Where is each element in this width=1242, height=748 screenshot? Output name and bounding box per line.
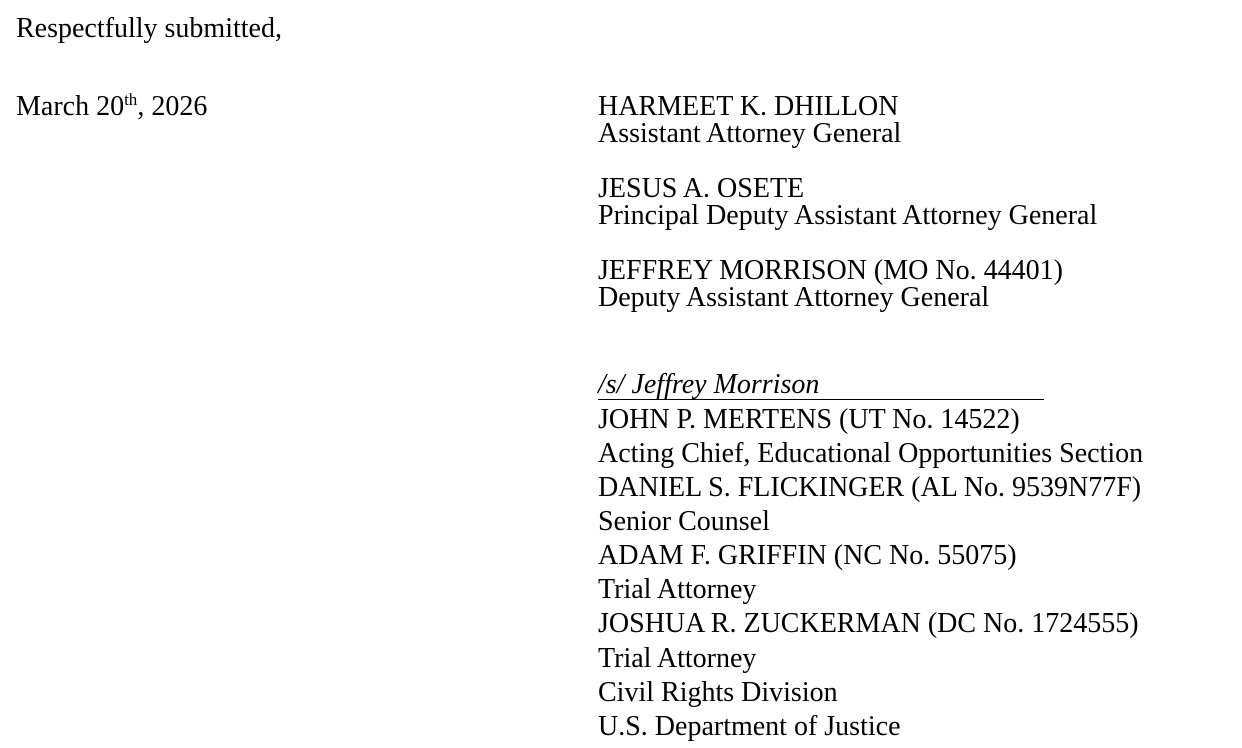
counsel-line: Trial Attorney [598,643,757,674]
signatory-title: Deputy Assistant Attorney General [598,282,990,313]
signatory-title: Assistant Attorney General [598,118,902,149]
signature-line [598,371,1044,400]
counsel-line: Acting Chief, Educational Opportunities Section [598,438,1144,469]
date-year: , 2026 [137,91,208,122]
signatory-title: Principal Deputy Assistant Attorney General [598,200,1098,231]
closing-text: Respectfully submitted, [16,13,282,44]
date-ordinal-suffix: th [124,90,138,109]
counsel-line: Senior Counsel [598,506,770,537]
counsel-line: ADAM F. GRIFFIN (NC No. 55075) [598,540,1017,571]
counsel-line: DANIEL S. FLICKINGER (AL No. 9539N77F) [598,472,1142,503]
date-month-day: March 20 [16,91,125,122]
counsel-line: JOSHUA R. ZUCKERMAN (DC No. 1724555) [598,608,1139,639]
counsel-line: Civil Rights Division [598,677,838,708]
filing-date [16,90,208,122]
electronic-signature: /s/ Jeffrey Morrison [598,369,820,400]
signatory-name: JESUS A. OSETE [598,173,805,204]
counsel-line: JOHN P. MERTENS (UT No. 14522) [598,404,1020,435]
counsel-line: U.S. Department of Justice [598,711,901,742]
signatory-name: HARMEET K. DHILLON [598,91,899,122]
signatory-name: JEFFREY MORRISON (MO No. 44401) [598,255,1063,286]
counsel-line: Trial Attorney [598,574,757,605]
